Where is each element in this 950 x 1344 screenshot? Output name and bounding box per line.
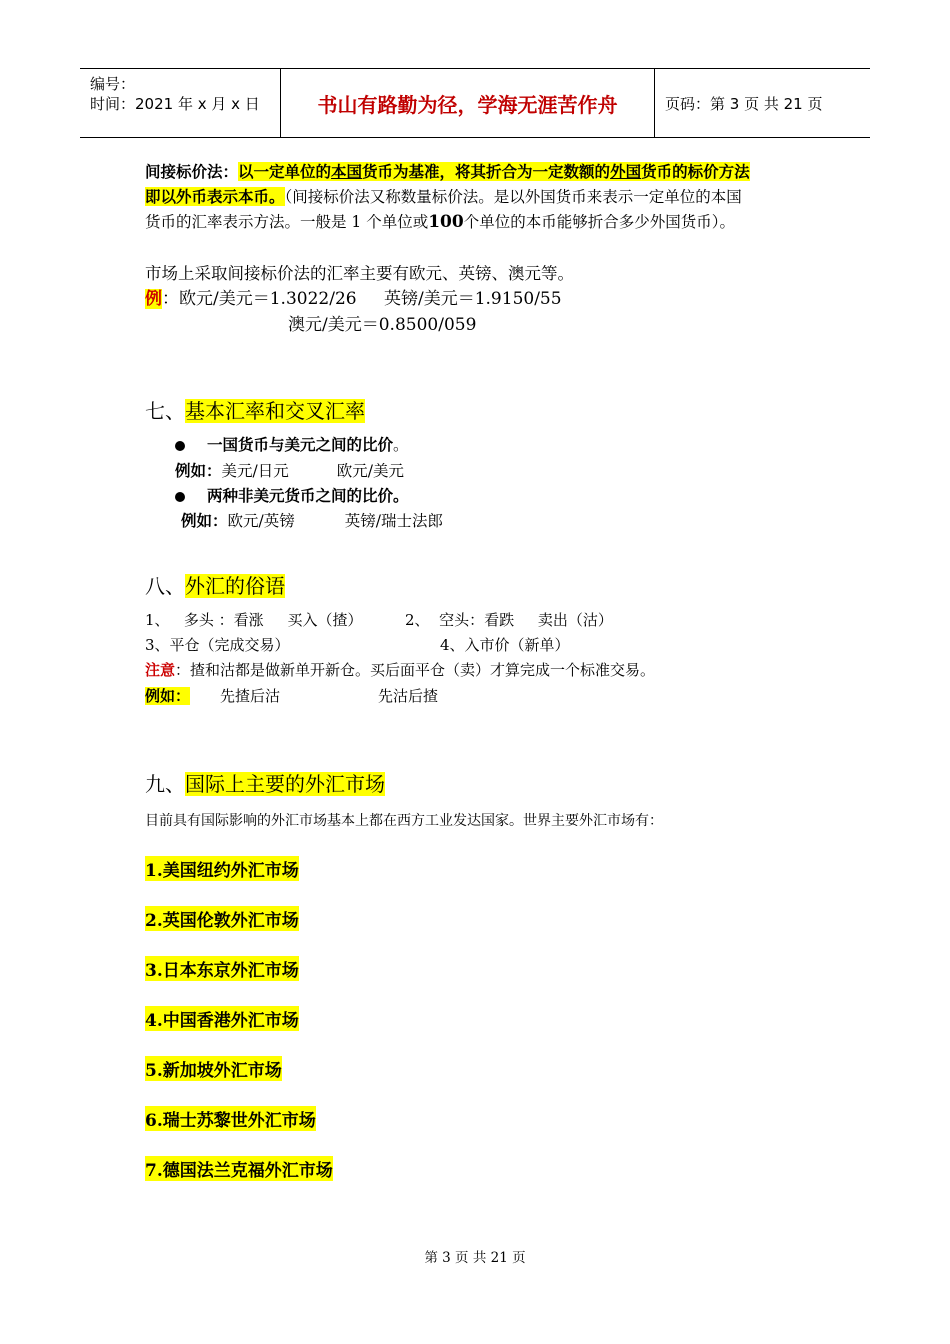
market-item: 7.德国法兰克福外汇市场 bbox=[145, 1156, 333, 1181]
section9-intro: 目前具有国际影响的外汇市场基本上都在西方工业发达国家。世界主要外汇市场有： bbox=[145, 813, 663, 829]
market-item: 5.新加坡外汇市场 bbox=[145, 1056, 282, 1081]
note-colon: ： bbox=[175, 661, 191, 679]
section7-bullet2 bbox=[175, 484, 409, 506]
note-line2: 货币的汇率表示方法。一般是 1 个单位或 bbox=[145, 213, 429, 231]
page-footer: 第 3 页 共 21 页 bbox=[424, 1250, 526, 1266]
indirect-note-line2 bbox=[145, 210, 735, 232]
header-time-label: 时间：2021 年 x 月 x 日 bbox=[90, 95, 260, 113]
bullet2-text: 两种非美元货币之间的比价。 bbox=[207, 486, 409, 505]
section7-heading bbox=[145, 395, 365, 424]
note-text: 揸和沽都是做新单开新仓。买后面平仓（卖）才算完成一个标准交易。 bbox=[190, 661, 656, 679]
section8-ex-b: 先沽后揸 bbox=[378, 687, 439, 705]
def-foreign: 外国 bbox=[610, 162, 642, 181]
market-item: 4.中国香港外汇市场 bbox=[145, 1006, 299, 1031]
ex1-a: 美元/日元 bbox=[221, 462, 289, 480]
section8-line1b: 2、 空头：看跌 卖出（沽） bbox=[405, 611, 613, 629]
page-header bbox=[80, 68, 870, 138]
header-page-cell bbox=[655, 69, 870, 137]
market-item: 6.瑞士苏黎世外汇市场 bbox=[145, 1106, 316, 1131]
section9-heading bbox=[145, 768, 385, 797]
section8-ex-a: 先揸后沽 bbox=[220, 687, 281, 705]
example-gbp-usd: 英镑/美元＝1.9150/55 bbox=[383, 289, 562, 309]
section9-number: 九、 bbox=[145, 772, 185, 796]
indirect-example-line bbox=[145, 284, 562, 309]
indirect-definition-line2 bbox=[145, 185, 742, 207]
section8-line1a: 1、 多头 ：看涨 买入（揸） bbox=[145, 611, 363, 629]
note-label: 注意 bbox=[145, 661, 176, 679]
section8-line2a: 3、平仓（完成交易） bbox=[145, 636, 290, 654]
header-motto: 书山有路勤为径，学海无涯苦作舟 bbox=[317, 92, 618, 117]
section8-heading bbox=[145, 570, 285, 599]
example-colon: ： bbox=[162, 289, 179, 309]
ex1-label: 例如： bbox=[175, 461, 222, 480]
market-item: 1.美国纽约外汇市场 bbox=[145, 856, 299, 881]
def-part2: 货币为基准，将其折合为一定数额的 bbox=[362, 162, 611, 181]
note-line1: （间接标价法又称数量标价法。是以外国货币来表示一定单位的本国 bbox=[284, 188, 742, 206]
note-line2b: 个单位的本币能够折合多少外国货币）。 bbox=[463, 213, 735, 231]
header-meta-cell bbox=[80, 69, 281, 137]
note-100: 100 bbox=[428, 212, 464, 232]
ex2-label: 例如： bbox=[181, 511, 228, 530]
market-item: 3.日本东京外汇市场 bbox=[145, 956, 299, 981]
section8-line2b: 4、入市价（新单） bbox=[440, 636, 570, 654]
indirect-market-line: 市场上采取间接标价法的汇率主要有欧元、英镑、澳元等。 bbox=[145, 264, 574, 283]
ex2-a: 欧元/英镑 bbox=[227, 512, 295, 530]
example-aud-usd: 澳元/美元＝0.8500/059 bbox=[288, 315, 477, 335]
bullet-dot-icon bbox=[175, 492, 185, 502]
section7-bullet1 bbox=[175, 433, 409, 455]
section7-title: 基本汇率和交叉汇率 bbox=[185, 399, 365, 423]
def-part1: 以一定单位的 bbox=[238, 162, 332, 181]
bullet-dot-icon bbox=[175, 441, 185, 451]
example-eur-usd: 欧元/美元＝1.3022/26 bbox=[179, 289, 357, 309]
ex1-b: 欧元/美元 bbox=[336, 462, 404, 480]
def-line2: 即以外币表示本币。 bbox=[145, 187, 285, 206]
def-home: 本国 bbox=[331, 162, 363, 181]
example-label: 例 bbox=[145, 289, 162, 309]
section9-title: 国际上主要的外汇市场 bbox=[185, 772, 385, 796]
section8-ex-label: 例如： bbox=[145, 687, 191, 705]
market-item: 2.英国伦敦外汇市场 bbox=[145, 906, 299, 931]
ex2-b: 英镑/瑞士法郎 bbox=[344, 512, 443, 530]
header-page-info: 页码：第 3 页 共 21 页 bbox=[665, 94, 823, 113]
section7-example2 bbox=[181, 509, 443, 531]
bullet1-end: 。 bbox=[393, 436, 409, 454]
def-part3: 货币的标价方法 bbox=[641, 162, 750, 181]
section8-example bbox=[145, 685, 190, 706]
indirect-definition-line1 bbox=[145, 160, 750, 182]
header-code-label: 编号： bbox=[90, 75, 136, 93]
section7-example1 bbox=[175, 459, 404, 481]
section8-note bbox=[145, 659, 655, 680]
section8-number: 八、 bbox=[145, 574, 185, 598]
bullet1-text: 一国货币与美元之间的比价 bbox=[207, 435, 394, 454]
indirect-definition bbox=[238, 162, 750, 181]
indirect-term: 间接标价法： bbox=[145, 162, 239, 181]
section7-number: 七、 bbox=[145, 399, 185, 423]
header-motto-cell bbox=[281, 69, 655, 137]
section8-title: 外汇的俗语 bbox=[185, 574, 285, 598]
